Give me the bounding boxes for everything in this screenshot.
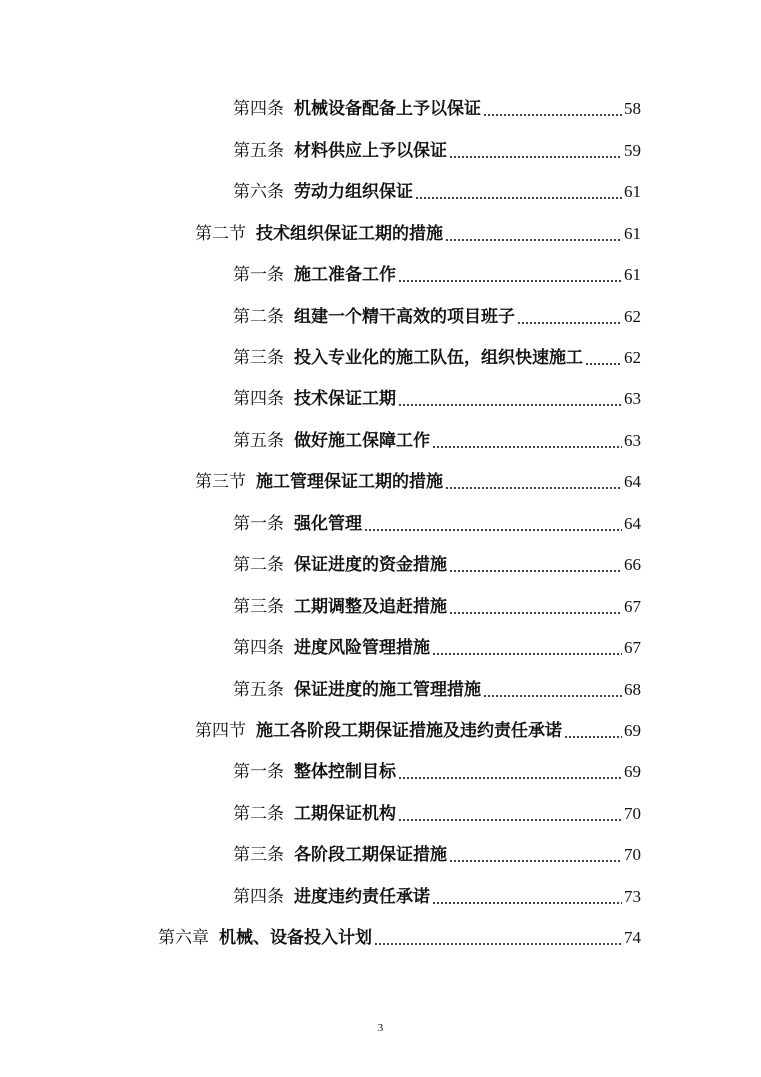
dot-leader [483,695,622,697]
dot-leader [432,902,622,904]
entry-page: 66 [624,555,641,574]
toc-entry [158,926,641,950]
entry-page: 58 [624,99,641,118]
entry-page: 70 [624,804,641,823]
dot-leader [449,570,622,572]
toc-entry [233,263,641,287]
entry-number: 第五条 [233,680,284,700]
entry-title: 工期保证机构 [294,804,396,824]
toc-entry [233,843,641,867]
entry-title: 机械、设备投入计划 [219,928,372,948]
entry-number: 第三节 [195,472,246,492]
entry-number: 第三条 [233,845,284,865]
entry-page: 63 [624,431,641,450]
toc-entry [233,802,641,826]
toc-entry [233,760,641,784]
entry-page: 62 [624,307,641,326]
toc-entry [233,346,641,370]
entry-page: 69 [624,721,641,740]
dot-leader [398,819,622,821]
entry-title: 整体控制目标 [294,762,396,782]
entry-number: 第二条 [233,804,284,824]
dot-leader [483,114,622,116]
dot-leader [364,529,622,531]
toc-entry [233,678,641,702]
page-number: 3 [377,1022,384,1034]
toc-entry [233,139,641,163]
entry-number: 第一条 [233,762,284,782]
toc-entry [233,180,641,204]
dot-leader [432,446,622,448]
entry-page: 61 [624,265,641,284]
toc-entry [233,512,641,536]
entry-page: 68 [624,680,641,699]
entry-title: 施工各阶段工期保证措施及违约责任承诺 [256,721,562,741]
entry-number: 第二条 [233,307,284,327]
entry-page: 59 [624,141,641,160]
entry-number: 第四条 [233,887,284,907]
entry-title: 进度风险管理措施 [294,638,430,658]
entry-title: 组建一个精干高效的项目班子 [294,307,515,327]
entry-number: 第五条 [233,141,284,161]
entry-number: 第五条 [233,431,284,451]
entry-title: 技术组织保证工期的措施 [256,224,443,244]
entry-title: 技术保证工期 [294,389,396,409]
entry-page: 64 [624,472,641,491]
entry-title: 材料供应上予以保证 [294,141,447,161]
dot-leader [415,197,622,199]
entry-title: 保证进度的资金措施 [294,555,447,575]
entry-title: 进度违约责任承诺 [294,887,430,907]
toc-entry [195,470,641,494]
dot-leader [449,612,622,614]
entry-title: 施工准备工作 [294,265,396,285]
entry-number: 第四节 [195,721,246,741]
entry-page: 61 [624,224,641,243]
entry-number: 第一条 [233,514,284,534]
toc-entry [233,636,641,660]
dot-leader [449,156,622,158]
entry-number: 第六条 [233,182,284,202]
toc-entry [195,719,641,743]
entry-page: 73 [624,887,641,906]
entry-number: 第二条 [233,555,284,575]
entry-title: 机械设备配备上予以保证 [294,99,481,119]
toc-entry [233,553,641,577]
entry-number: 第四条 [233,99,284,119]
entry-page: 67 [624,597,641,616]
dot-leader [374,943,622,945]
toc-entry [233,387,641,411]
toc-entry [233,429,641,453]
entry-number: 第四条 [233,638,284,658]
entry-page: 64 [624,514,641,533]
dot-leader [432,653,622,655]
entry-title: 劳动力组织保证 [294,182,413,202]
entry-page: 61 [624,182,641,201]
entry-number: 第四条 [233,389,284,409]
toc-entry [233,305,641,329]
dot-leader [398,280,622,282]
dot-leader [398,404,622,406]
entry-number: 第三条 [233,348,284,368]
dot-leader [585,363,622,365]
entry-page: 63 [624,389,641,408]
entry-title: 各阶段工期保证措施 [294,845,447,865]
entry-page: 70 [624,845,641,864]
entry-title: 工期调整及追赶措施 [294,597,447,617]
toc-entry [195,222,641,246]
dot-leader [445,239,622,241]
toc-entry [233,97,641,121]
dot-leader [398,777,622,779]
entry-number: 第一条 [233,265,284,285]
dot-leader [449,860,622,862]
entry-title: 做好施工保障工作 [294,431,430,451]
toc-entry [233,885,641,909]
dot-leader [445,487,622,489]
dot-leader [517,322,622,324]
entry-page: 74 [624,928,641,947]
entry-title: 保证进度的施工管理措施 [294,680,481,700]
entry-page: 62 [624,348,641,367]
entry-title: 施工管理保证工期的措施 [256,472,443,492]
entry-number: 第三条 [233,597,284,617]
entry-page: 69 [624,762,641,781]
dot-leader [564,736,622,738]
entry-number: 第二节 [195,224,246,244]
entry-title: 投入专业化的施工队伍，组织快速施工 [294,348,583,368]
toc-entry [233,595,641,619]
entry-number: 第六章 [158,928,209,948]
entry-title: 强化管理 [294,514,362,534]
entry-page: 67 [624,638,641,657]
